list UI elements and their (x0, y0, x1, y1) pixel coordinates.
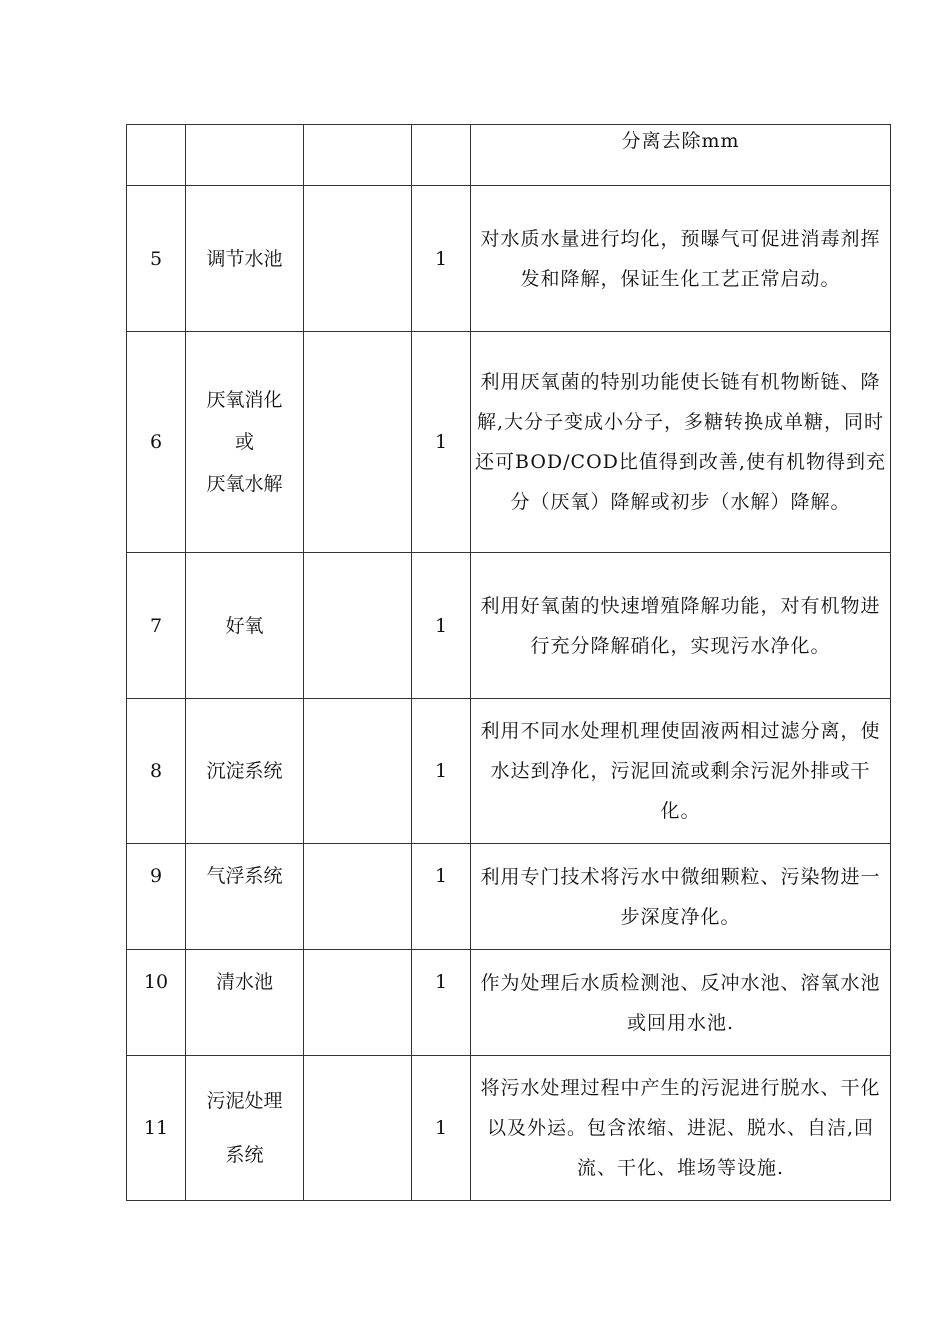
process-table (126, 124, 891, 1201)
name-cell (186, 1056, 304, 1201)
qty-cell: 1 (412, 186, 471, 332)
desc-cell: 分离去除mm (471, 125, 891, 186)
no-cell (127, 125, 186, 186)
name-line: 清水池 (215, 971, 273, 993)
name-line: 污泥处理 (206, 1090, 283, 1112)
qty-cell: 1 (412, 332, 471, 553)
qty-cell: 1 (412, 844, 471, 950)
qty-cell: 1 (412, 1056, 471, 1201)
name-line: 厌氧消化 (206, 389, 283, 411)
blank-cell (304, 950, 412, 1056)
qty-cell: 1 (412, 553, 471, 699)
name-line: 气浮系统 (206, 865, 283, 887)
blank-cell (304, 553, 412, 699)
desc-cell: 作为处理后水质检测池、反冲水池、溶氧水池或回用水池. (471, 950, 891, 1056)
name-cell (186, 553, 304, 699)
table-row (127, 1056, 891, 1201)
blank-cell (304, 332, 412, 553)
table-row (127, 844, 891, 950)
name-line: 沉淀系统 (206, 760, 283, 782)
name-cell (186, 950, 304, 1056)
table-row (127, 950, 891, 1056)
name-cell (186, 332, 304, 553)
name-cell (186, 844, 304, 950)
no-cell: 10 (127, 950, 186, 1056)
qty-cell: 1 (412, 699, 471, 844)
no-cell: 6 (127, 332, 186, 553)
no-cell: 7 (127, 553, 186, 699)
no-cell: 9 (127, 844, 186, 950)
desc-cell: 利用专门技术将污水中微细颗粒、污染物进一步深度净化。 (471, 844, 891, 950)
name-line: 好氧 (225, 614, 264, 637)
desc-cell: 利用不同水处理机理使固液两相过滤分离，使水达到净化，污泥回流或剩余污泥外排或干化。 (471, 699, 891, 844)
blank-cell (304, 125, 412, 186)
no-cell: 11 (127, 1056, 186, 1201)
blank-cell (304, 844, 412, 950)
name-cell (186, 125, 304, 186)
blank-cell (304, 1056, 412, 1201)
name-line: 调节水池 (206, 247, 283, 270)
name-cell (186, 186, 304, 332)
desc-cell: 利用好氧菌的快速增殖降解功能，对有机物进行充分降解硝化，实现污水净化。 (471, 553, 891, 699)
no-cell: 5 (127, 186, 186, 332)
table-row (127, 125, 891, 186)
name-line: 或 (234, 431, 254, 453)
desc-cell: 利用厌氧菌的特别功能使长链有机物断链、降解,大分子变成小分子，多糖转换成单糖，同时还可BOD/COD比值得到改善,使有机物得到充分（厌氧）降解或初步（水解）降解。 (471, 332, 891, 553)
table-row (127, 553, 891, 699)
no-cell: 8 (127, 699, 186, 844)
table-row (127, 332, 891, 553)
qty-cell (412, 125, 471, 186)
desc-cell: 对水质水量进行均化，预曝气可促进消毒剂挥发和降解，保证生化工艺正常启动。 (471, 186, 891, 332)
name-line: 系统 (225, 1144, 264, 1166)
table-row (127, 699, 891, 844)
desc-cell: 将污水处理过程中产生的污泥进行脱水、干化以及外运。包含浓缩、进泥、脱水、自洁,回流、干化、堆场等设施. (471, 1056, 891, 1201)
qty-cell: 1 (412, 950, 471, 1056)
blank-cell (304, 186, 412, 332)
name-cell (186, 699, 304, 844)
name-line: 厌氧水解 (206, 473, 283, 495)
blank-cell (304, 699, 412, 844)
table-row (127, 186, 891, 332)
